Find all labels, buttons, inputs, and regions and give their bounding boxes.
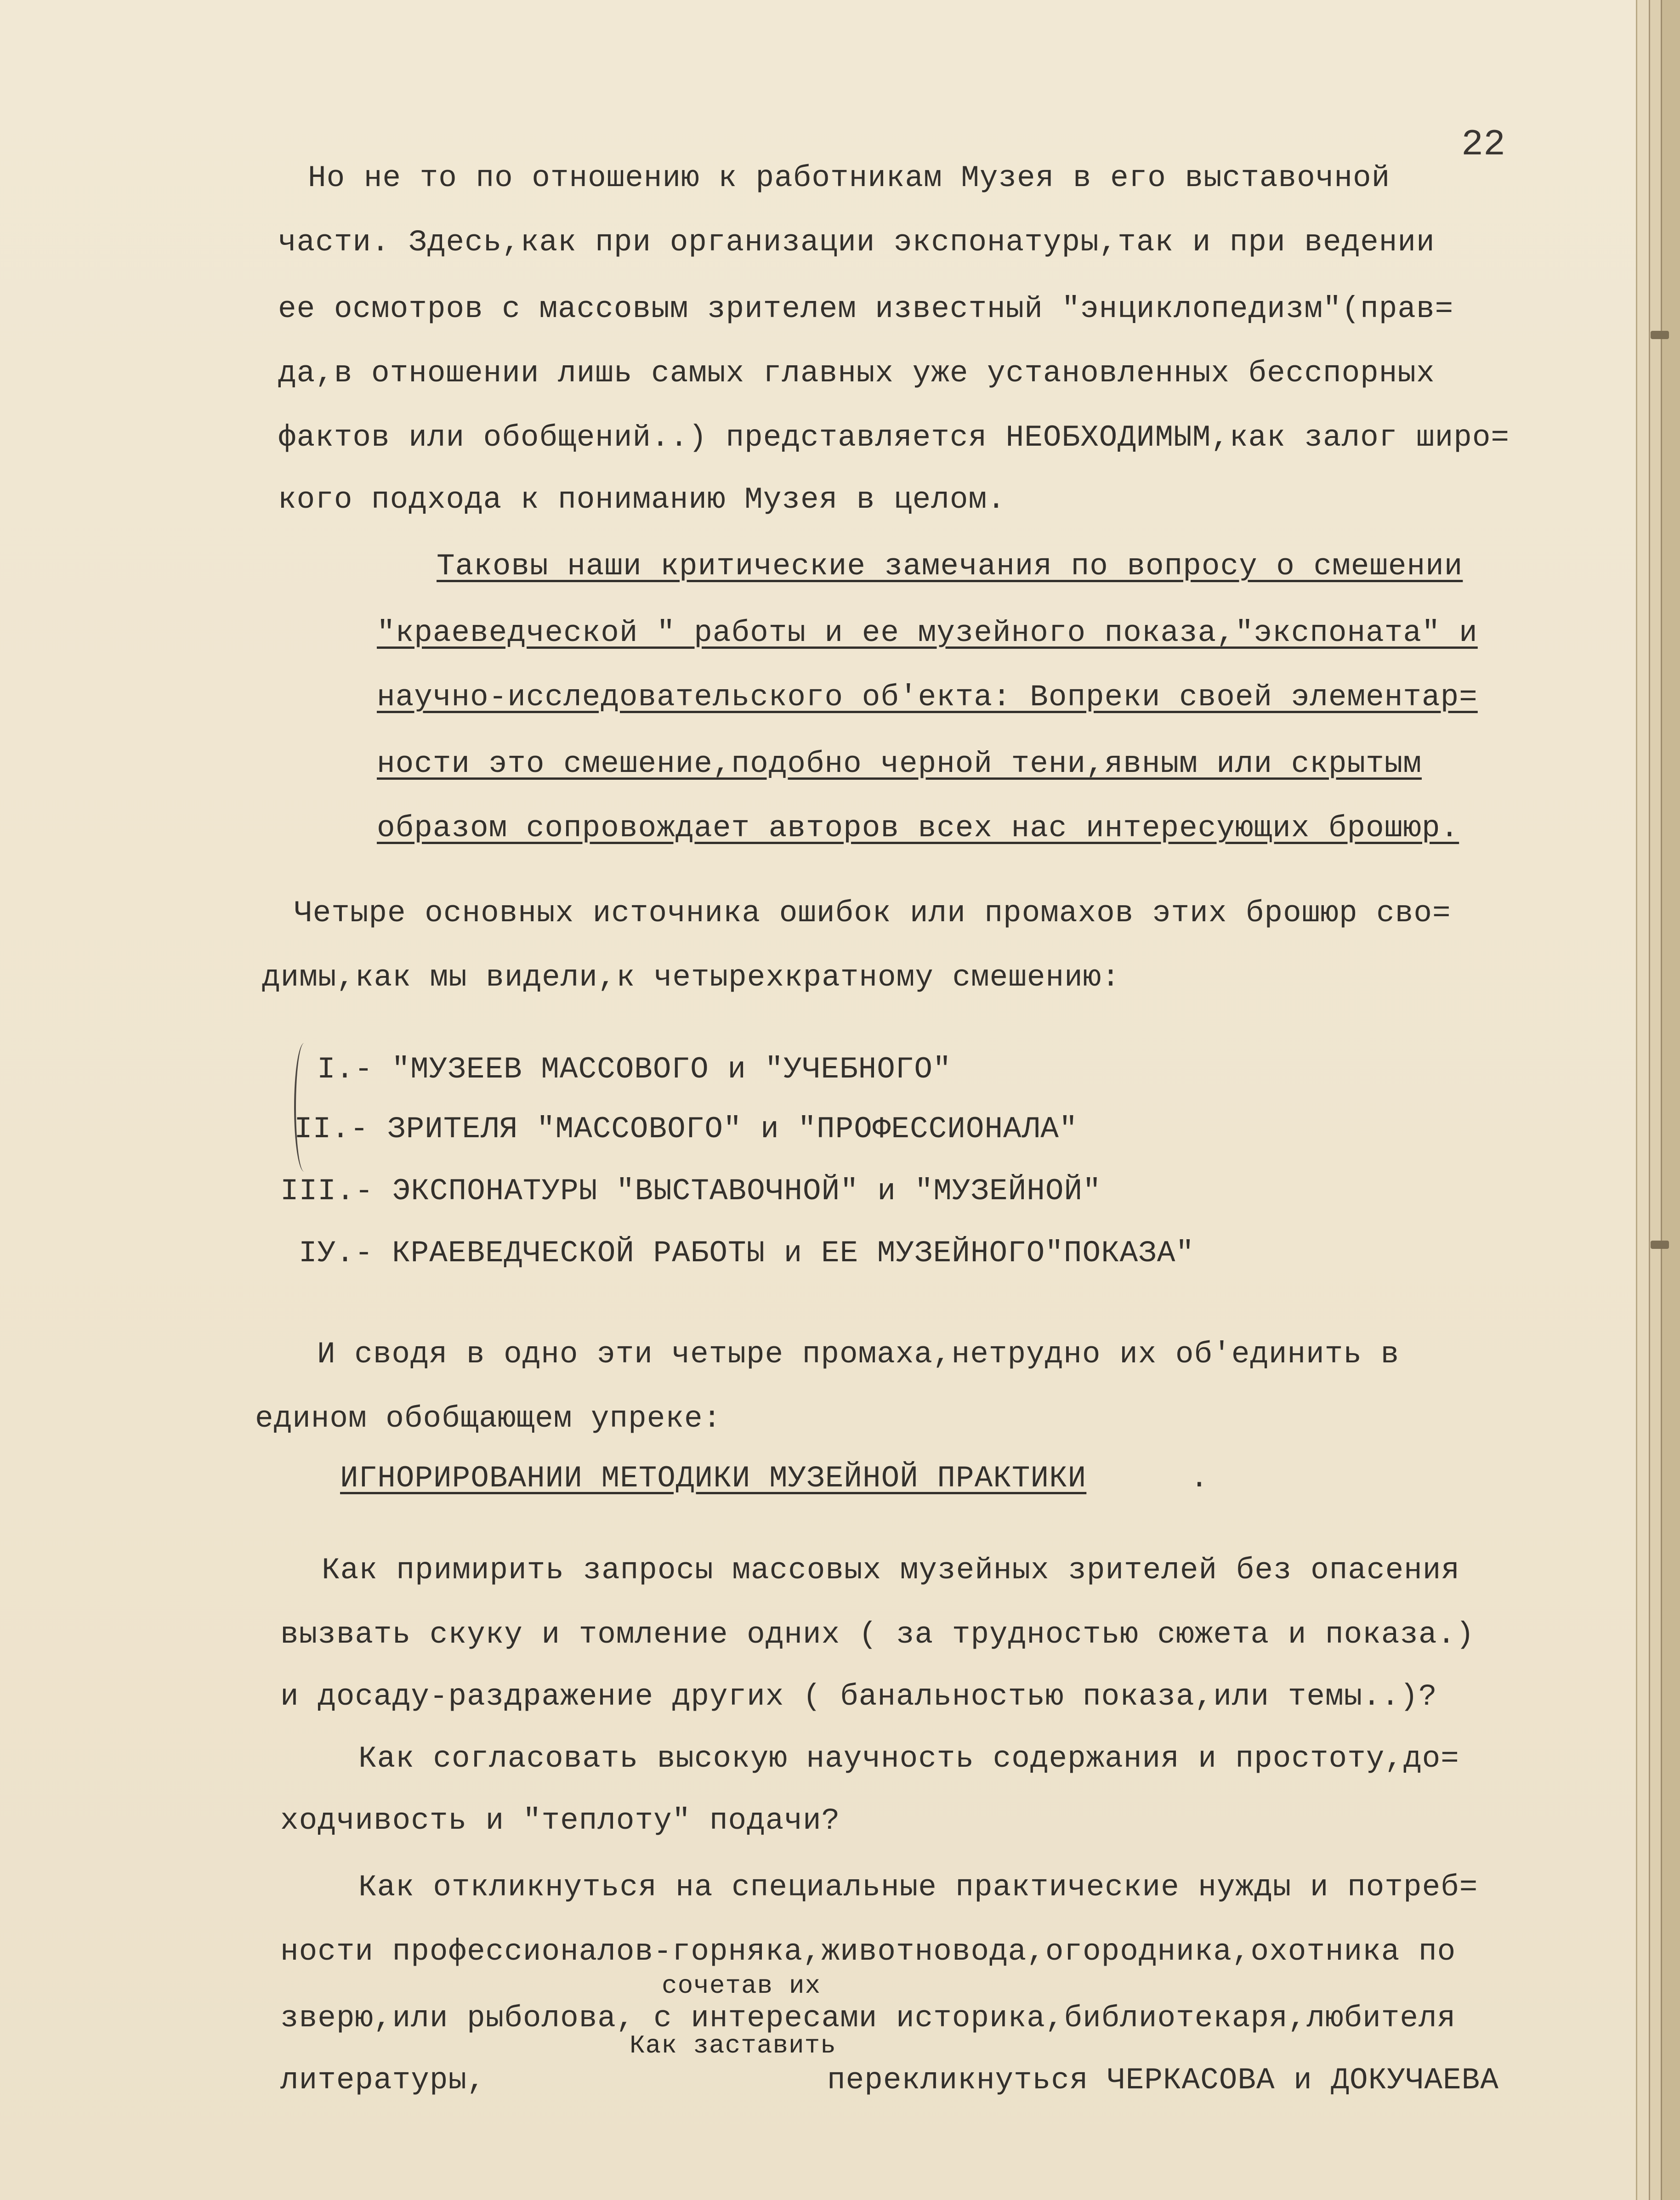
text-line: и досаду-раздражение других ( банальностью показа,или темы..)? — [280, 1679, 1437, 1714]
text-line: фактов или обобщений..) представляется НЕОБХОДИМЫМ,как залог широ= — [278, 420, 1510, 455]
text-line: димы,как мы видели,к четырехкратному смешению: — [262, 960, 1120, 995]
emphasized-heading: ИГНОРИРОВАНИИ МЕТОДИКИ МУЗЕЙНОЙ ПРАКТИКИ — [340, 1461, 1087, 1496]
text-line: кого подхода к пониманию Музея в целом. — [278, 482, 1006, 517]
text-line: Четыре основных источника ошибок или промахов этих брошюр сво= — [294, 896, 1451, 930]
binding-mark — [1651, 331, 1669, 339]
text-line: перекликнуться ЧЕРКАСОВА и ДОКУЧАЕВА — [827, 2063, 1499, 2098]
text-line: вызвать скуку и томление одних ( за трудностью сюжета и показа.) — [280, 1617, 1475, 1652]
handwritten-bracket — [294, 1043, 314, 1172]
underlined-line: "краеведческой " работы и ее музейного показа,"экспоната" и — [377, 616, 1478, 650]
text-line: Как откликнуться на специальные практические нужды и потреб= — [358, 1870, 1478, 1905]
inserted-text: Как заставить — [630, 2031, 836, 2060]
text-line: Но не то по отношению к работникам Музея в его выставочной — [308, 161, 1391, 195]
text-line: ходчивость и "теплоту" подачи? — [280, 1803, 840, 1838]
text-line: Как согласовать высокую научность содержания и простоту,до= — [358, 1741, 1459, 1776]
text-line: Как примирить запросы массовых музейных зрителей без опасения — [322, 1553, 1460, 1588]
list-item: IУ.- КРАЕВЕДЧЕСКОЙ РАБОТЫ и ЕЕ МУЗЕЙНОГО"ПОКАЗА" — [299, 1236, 1195, 1270]
underlined-line: образом сопровождает авторов всех нас интересующих брошюр. — [377, 811, 1459, 845]
text-line: И сводя в одно эти четыре промаха,нетрудно их об'единить в — [317, 1337, 1400, 1372]
list-item: I.- "МУЗЕЕВ МАССОВОГО и "УЧЕБНОГО" — [317, 1052, 952, 1087]
text-line: ее осмотров с массовым зрителем известный "энциклопедизм"(прав= — [278, 292, 1454, 326]
trailing-dot: . — [1190, 1461, 1209, 1496]
page-edge — [1649, 0, 1662, 2200]
page-number: 22 — [1461, 124, 1506, 166]
underlined-line: Таковы наши критические замечания по вопросу о смешении — [437, 549, 1463, 584]
list-item: III.- ЭКСПОНАТУРЫ "ВЫСТАВОЧНОЙ" и "МУЗЕЙНОЙ" — [280, 1174, 1101, 1208]
underlined-line: ности это смешение,подобно черной тени,явным или скрытым — [377, 747, 1422, 781]
binding-mark — [1651, 1241, 1669, 1249]
page-edge — [1636, 0, 1650, 2200]
text-line: зверю,или рыболова, с интересами историка,библиотекаря,любителя — [280, 2001, 1456, 2036]
page-edge — [1661, 0, 1680, 2200]
text-line: да,в отношении лишь самых главных уже установленных бесспорных — [278, 356, 1435, 391]
text-line: ности профессионалов-горняка,животновода,огородника,охотника по — [280, 1934, 1456, 1969]
inserted-text: сочетав их — [662, 1971, 821, 2001]
text-line: литературы, — [280, 2063, 486, 2098]
text-line: едином обобщающем упреке: — [255, 1401, 722, 1436]
text-line: части. Здесь,как при организации экспонатуры,так и при ведении — [278, 225, 1435, 260]
underlined-line: научно-исследовательского об'екта: Вопреки своей элементар= — [377, 680, 1478, 714]
list-item: II.- ЗРИТЕЛЯ "МАССОВОГО" и "ПРОФЕССИОНАЛА" — [294, 1112, 1078, 1146]
